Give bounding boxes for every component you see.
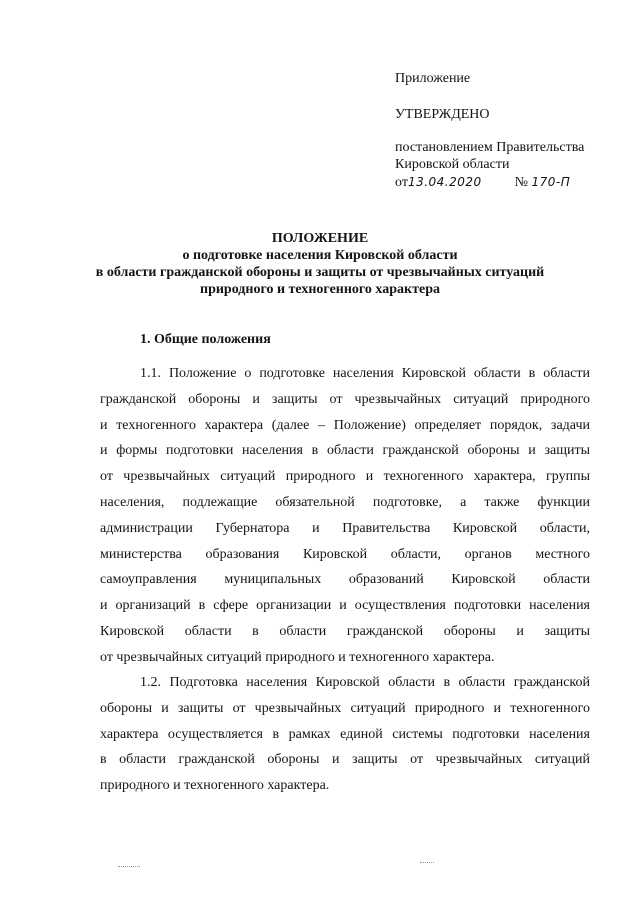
appendix-label: Приложение [395,71,471,86]
paragraph-line: обороны и защиты от чрезвычайных ситуаций природного и техногенного [100,700,590,716]
paragraph-line: Кировской области в области гражданской обороны и защиты [100,623,590,639]
document-title: ПОЛОЖЕНИЕ [271,231,369,246]
decree-date-number [395,173,570,192]
paragraph-line: самоуправления муниципальных образований Кировской области [100,572,590,588]
paragraph-line: 1.2. Подготовка населения Кировской области в области гражданской [140,675,590,690]
paragraph-line: и организаций в сфере организации и осуществления подготовки населения [100,598,590,614]
from-prefix: от [395,175,408,190]
handwritten-date: 13.04.2020 [407,175,482,189]
paragraph-line: населения, подлежащие обязательной подготовке, а также функции [100,494,590,510]
decree-line-2: Кировской области [395,157,510,172]
paragraph-line: администрации Губернатора и Правительства Кировской области, [100,520,590,536]
paragraph-line: в области гражданской обороны и защиты от чрезвычайных ситуаций [100,752,590,768]
approved-label: УТВЕРЖДЕНО [395,107,490,122]
paragraph-line: от чрезвычайных ситуаций природного и техногенного характера. [100,649,495,665]
scan-mark [118,866,140,867]
number-prefix: № [514,175,529,190]
paragraph-line: характера осуществляется в рамках единой системы подготовки населения [100,726,590,742]
paragraph-1-2 [100,670,590,799]
document-subtitle-3: природного и техногенного характера [200,282,440,297]
paragraph-line: природного и техногенного характера. [100,778,330,794]
paragraph-1-1 [100,361,590,671]
document-subtitle-2: в области гражданской обороны и защиты от чрезвычайных ситуаций [95,265,545,280]
paragraph-line: и формы подготовки населения в области гражданской обороны и защиты [100,443,590,459]
paragraph-line: от чрезвычайных ситуаций природного и техногенного характера, группы [100,469,590,485]
paragraph-line: и техногенного характера (далее – Положение) определяет порядок, задачи [100,417,590,433]
document-subtitle-1: о подготовке населения Кировской области [182,248,458,263]
paragraph-line: гражданской обороны и защиты от чрезвычайных ситуаций природного [100,391,590,407]
decree-line-1: постановлением Правительства [395,140,585,155]
section-heading: 1. Общие положения [140,332,271,347]
paragraph-line: министерства образования Кировской области, органов местного [100,546,590,562]
scan-mark [420,862,434,863]
paragraph-line: 1.1. Положение о подготовке населения Кировской области в области [140,366,590,381]
handwritten-number: 170-П [531,175,571,189]
